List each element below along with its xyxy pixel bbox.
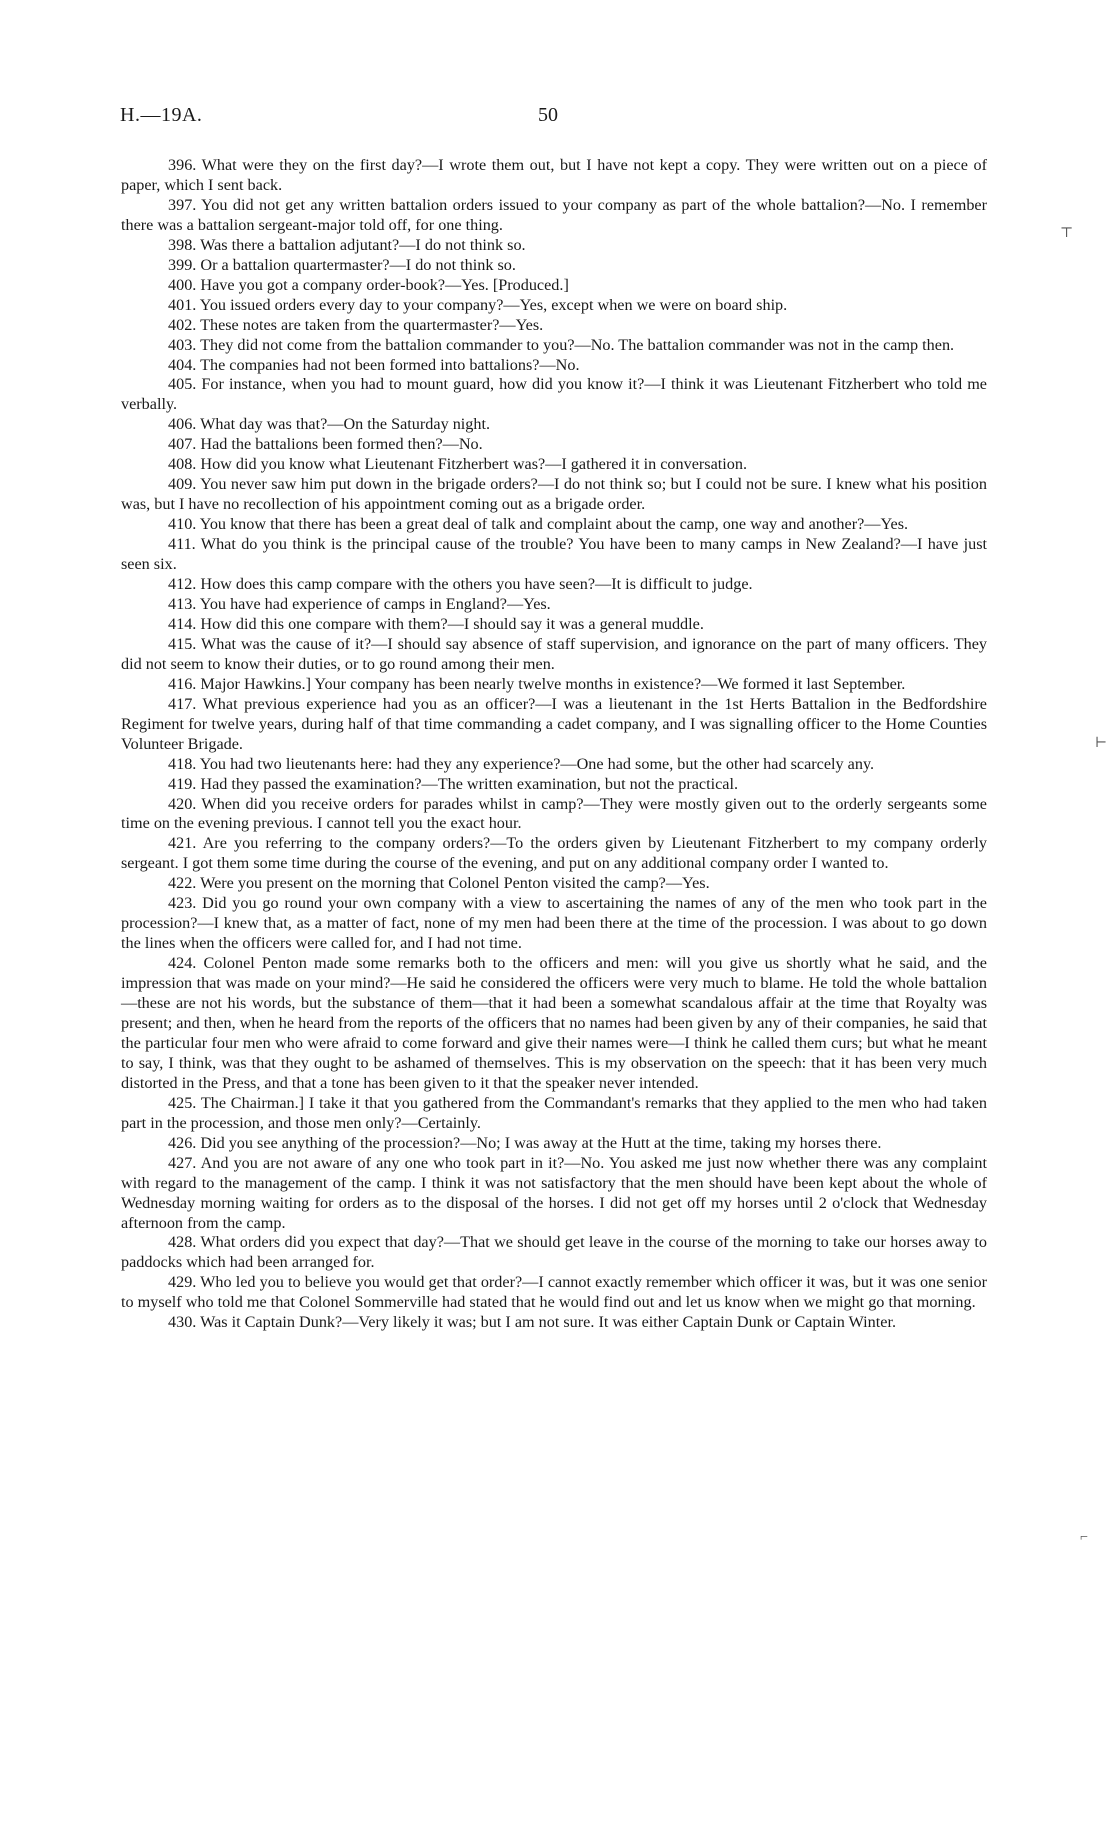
margin-mark-icon: ⊢ <box>1095 736 1108 751</box>
question-paragraph: 418. You had two lieutenants here: had they any experience?—One had some, but the other had scarcely any. <box>168 754 875 773</box>
question-paragraph: 422. Were you present on the morning that Colonel Penton visited the camp?—Yes. <box>168 874 710 893</box>
question-paragraph: 407. Had the battalions been formed then?—No. <box>168 435 483 454</box>
question-paragraph: 408. How did you know what Lieutenant Fitzherbert was?—I gathered it in conversation. <box>168 455 748 474</box>
question-paragraph: 416. Major Hawkins.] Your company has been nearly twelve months in existence?—We formed it last September. <box>168 674 906 693</box>
question-paragraph: 414. How did this one compare with them?—I should say it was a general muddle. <box>168 614 704 633</box>
question-paragraph: 412. How does this camp compare with the others you have seen?—It is difficult to judge. <box>168 575 753 594</box>
question-paragraph: 402. These notes are taken from the quartermaster?—Yes. <box>168 315 544 334</box>
page-number: 50 <box>538 104 558 126</box>
question-paragraph: 409. You never saw him put down in the brigade orders?—I do not think so; but I could not be sure. I knew what his position was, but I have no recollection of his appointment coming out as a brigade order. <box>121 475 987 514</box>
question-paragraph: 410. You know that there has been a great deal of talk and complaint about the camp, one way and another?—Yes. <box>168 515 909 534</box>
question-paragraph: 423. Did you go round your own company with a view to ascertaining the names of any of the men who took part in the procession?—I knew that, as a matter of fact, none of my men had been there at the time of the procession. I was about to go down the lines when the officers were called for, and I had not time. <box>121 894 987 953</box>
question-paragraph: 417. What previous experience had you as an officer?—I was a lieutenant in the 1st Herts Battalion in the Bedfordshire Regiment for twelve years, during half of that time commanding a cadet company, and I was signalling officer to the Home Counties Volunteer Brigade. <box>121 694 987 753</box>
question-paragraph: 430. Was it Captain Dunk?—Very likely it was; but I am not sure. It was either Captain Dunk or Captain Winter. <box>168 1313 896 1332</box>
question-paragraph: 398. Was there a battalion adjutant?—I do not think so. <box>168 235 526 254</box>
question-paragraph: 425. The Chairman.] I take it that you gathered from the Commandant's remarks that they applied to the men who had taken part in the procession, and those men only?—Certainly. <box>121 1093 987 1132</box>
margin-mark-icon: ⌐ <box>1080 1530 1088 1545</box>
question-paragraph: 419. Had they passed the examination?—The written examination, but not the practical. <box>168 774 738 793</box>
question-paragraph: 415. What was the cause of it?—I should say absence of staff supervision, and ignorance on the part of many officers. They did not seem to know their duties, or to go round among their men. <box>121 634 987 673</box>
question-paragraph: 406. What day was that?—On the Saturday night. <box>168 415 491 434</box>
question-paragraph: 421. Are you referring to the company orders?—To the orders given by Lieutenant Fitzherbert to my company orderly sergeant. I got them some time during the course of the evening, and put on any additional company order I wanted to. <box>121 834 987 873</box>
question-paragraph: 399. Or a battalion quartermaster?—I do not think so. <box>168 255 516 274</box>
question-paragraph: 404. The companies had not been formed into battalions?—No. <box>168 355 580 374</box>
margin-mark-icon: ⊤ <box>1060 226 1074 241</box>
question-paragraph: 397. You did not get any written battalion orders issued to your company as part of the whole battalion?—No. I remember there was a battalion sergeant-major told off, for one thing. <box>121 195 987 234</box>
question-paragraph: 426. Did you see anything of the procession?—No; I was away at the Hutt at the time, taking my horses there. <box>168 1133 882 1152</box>
question-paragraph: 400. Have you got a company order-book?—Yes. [Produced.] <box>168 275 569 294</box>
question-paragraph: 427. And you are not aware of any one who took part in it?—No. You asked me just now whether there was any complaint with regard to the management of the camp. I think it was not satisfactory that the men should have been kept about the whole of Wednesday morning waiting for orders as to the disposal of the horses. I did not get off my horses until 2 o'clock that Wednesday afternoon from the camp. <box>121 1153 987 1232</box>
question-paragraph: 411. What do you think is the principal cause of the trouble? You have been to many camps in New Zealand?—I have just seen six. <box>121 535 987 574</box>
question-paragraph: 428. What orders did you expect that day?—That we should get leave in the course of the morning to take our horses away to paddocks which had been arranged for. <box>121 1233 987 1272</box>
series-header: H.—19A. <box>120 104 203 126</box>
question-paragraph: 429. Who led you to believe you would get that order?—I cannot exactly remember which officer it was, but it was one senior to myself who told me that Colonel Sommerville had stated that he would find out and let us know when we might go that morning. <box>121 1273 987 1312</box>
question-paragraph: 424. Colonel Penton made some remarks both to the officers and men: will you give us shortly what he said, and the impression that was made on your mind?—He said he considered the officers were very much to blame. He told the whole battalion—these are not his words, but the substance of them—that it had been a somewhat scandalous affair at the time that Royalty was present; and then, when he heard from the reports of the officers that no names had been given by any of their companies, he said that the particular four men who were afraid to come forward and give their names were—I think he called them curs; but what he meant to say, I think, was that they ought to be ashamed of themselves. This is my observation on the speech: that it has been very much distorted in the Press, and that a tone has been given to it that the speaker never intended. <box>121 954 987 1092</box>
question-paragraph: 396. What were they on the first day?—I wrote them out, but I have not kept a copy. They were written out on a piece of paper, which I sent back. <box>121 156 987 194</box>
question-paragraph: 405. For instance, when you had to mount guard, how did you know it?—I think it was Lieutenant Fitzherbert who told me verbally. <box>121 375 987 414</box>
question-paragraph: 420. When did you receive orders for parades whilst in camp?—They were mostly given out to the orderly sergeants some time on the evening previous. I cannot tell you the exact hour. <box>121 794 987 833</box>
question-paragraph: 401. You issued orders every day to your company?—Yes, except when we were on board ship. <box>168 295 788 314</box>
question-paragraph: 403. They did not come from the battalion commander to you?—No. The battalion commander was not in the camp then. <box>168 335 955 354</box>
question-paragraph: 413. You have had experience of camps in England?—Yes. <box>168 594 551 613</box>
testimony-body <box>121 156 987 1333</box>
